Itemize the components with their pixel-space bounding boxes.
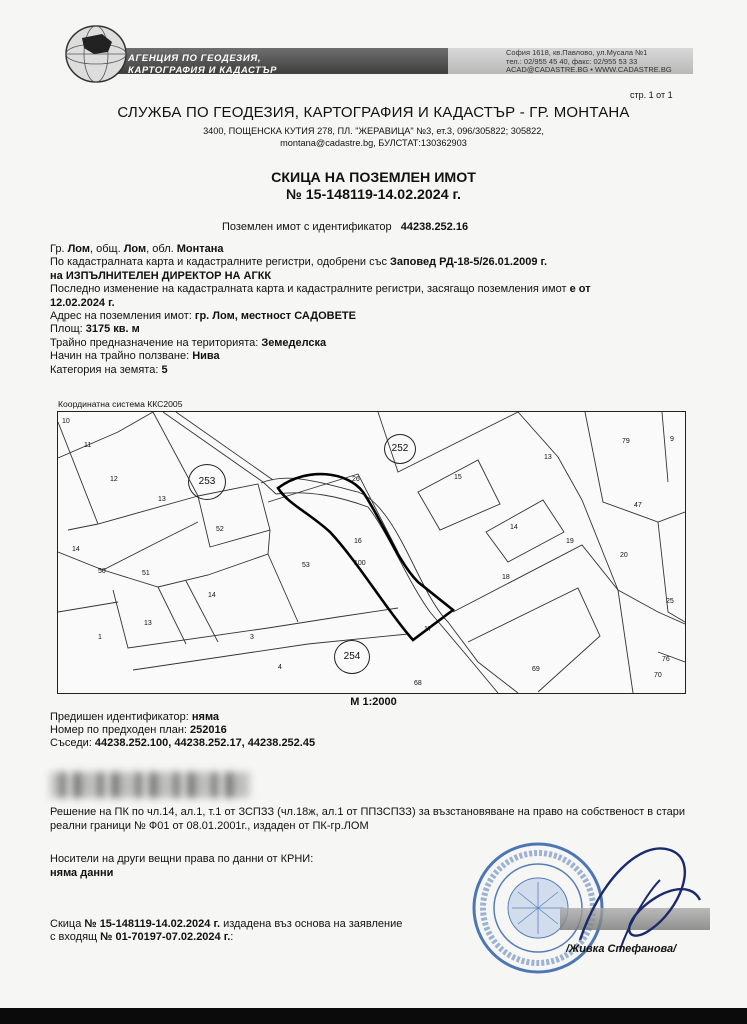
parcel-label: 19 — [566, 538, 574, 545]
parcel-label: 14 — [72, 546, 80, 553]
agency-web: ACAD@CADASTRE.BG • WWW.CADASTRE.BG — [506, 65, 672, 75]
parcel-label: 1 — [98, 634, 102, 641]
usage-line — [50, 350, 690, 363]
map-scale: М 1:2000 — [350, 696, 397, 708]
title-line-1: СКИЦА НА ПОЗЕМЛЕН ИМОТ — [271, 170, 476, 186]
ownership-decision: Решение на ПК по чл.14, ал.1, т.1 от ЗСПЗЗ (чл.18ж, ал.1 от ППЗСПЗЗ) за възстановяване на право на собственост в стари реални граници № Ф01 от 08.01.2001г., издаден от ПК-гр.ЛОМ — [50, 806, 686, 832]
neighbors-line — [50, 737, 315, 750]
parcel-label: 14 — [208, 592, 216, 599]
bottom-bar — [0, 1008, 747, 1024]
previous-plan-value: 252016 — [190, 724, 227, 737]
last-change-date-line — [50, 297, 690, 310]
parcel-label: 14 — [510, 524, 518, 531]
target-parcel-outline — [278, 474, 453, 640]
issued-number: № 15-148119-14.02.2024 г. — [84, 918, 221, 930]
approval-order: Заповед РД-18-5/26.01.2009 г. — [390, 256, 548, 269]
other-rights-value: няма данни — [50, 866, 114, 879]
neighbors-label: Съседи: — [50, 737, 95, 750]
area-value: 3175 кв. м — [85, 323, 140, 336]
document-title — [0, 170, 747, 204]
parcel-label: 51 — [142, 570, 150, 577]
parcel-label: 70 — [654, 672, 662, 679]
issuance-note — [50, 918, 410, 945]
previous-plan-line — [50, 724, 315, 737]
block-label-253: 253 — [188, 464, 226, 500]
address-label: Адрес на поземления имот: — [50, 310, 195, 323]
town: Лом — [67, 243, 91, 255]
parcel-label: 79 — [622, 438, 630, 445]
parcel-label: 15 — [454, 474, 462, 481]
agency-address: София 1618, кв.Павлово, ул.Мусала №1 — [506, 48, 648, 57]
town-prefix: Гр. — [50, 243, 68, 255]
parcel-extra-info — [50, 711, 315, 751]
location-line — [50, 243, 690, 256]
area-label: Площ: — [50, 323, 86, 336]
parcel-label: 20 — [620, 552, 628, 559]
agency-line-1: АГЕНЦИЯ ПО ГЕОДЕЗИЯ, — [128, 53, 262, 64]
parcel-label: 100 — [354, 560, 366, 567]
last-change-date: 12.02.2024 г. — [50, 296, 115, 309]
parcel-identifier — [222, 221, 468, 233]
category-line — [50, 364, 690, 377]
redacted-owner-block — [50, 772, 250, 798]
agency-name — [128, 53, 277, 77]
last-change-prefix: е от — [569, 283, 591, 296]
parcel-label: 11 — [84, 442, 92, 449]
last-change-line — [50, 283, 690, 296]
parcel-label: 13 — [144, 620, 152, 627]
parcel-label: 26 — [352, 476, 360, 483]
office-name: СЛУЖБА ПО ГЕОДЕЗИЯ, КАРТОГРАФИЯ И КАДАСТЪР - ГР. МОНТАНА — [117, 104, 630, 121]
parcel-label: 4 — [278, 664, 282, 671]
area-line — [50, 323, 690, 336]
parcel-label: 16 — [354, 538, 362, 545]
signer-name: /Живка Стефанова/ — [566, 943, 677, 955]
parcel-label: 25 — [666, 598, 674, 605]
agency-contacts — [506, 49, 672, 75]
globe-logo-icon — [58, 22, 138, 86]
municipality: Лом — [123, 243, 147, 255]
address-line — [50, 310, 690, 323]
other-rights — [50, 853, 313, 880]
identifier-value: 44238.252.16 — [400, 221, 469, 233]
municipality-prefix: , общ. — [90, 243, 124, 255]
office-address-line-1: 3400, ПОЩЕНСКА КУТИЯ 278, ПЛ. "ЖЕРАВИЦА" №3, ет.3, 096/305822; 305822, — [203, 126, 544, 136]
office-address — [0, 125, 747, 149]
purpose-label: Трайно предназначение на територията: — [50, 336, 262, 349]
issued-suffix: : — [230, 931, 234, 944]
parcel-label: 68 — [414, 680, 422, 687]
parcel-label: 9 — [670, 436, 674, 443]
parcel-label: 53 — [302, 562, 310, 569]
parcel-label: 17 — [424, 626, 432, 633]
map-drawing — [58, 412, 685, 693]
previous-identifier-line — [50, 711, 315, 724]
purpose-value: Земеделска — [261, 336, 327, 349]
region-prefix: , обл. — [146, 243, 177, 255]
approval-line — [50, 256, 690, 269]
cadastral-map — [57, 411, 686, 694]
approval-label: По кадастралната карта и кадастралните регистри, одобрени със — [50, 256, 391, 269]
parcel-info — [50, 243, 690, 377]
neighbors-value: 44238.252.100, 44238.252.17, 44238.252.45 — [94, 737, 316, 750]
previous-plan-label: Номер по предходен план: — [50, 724, 191, 737]
agency-header — [48, 18, 698, 88]
category-value: 5 — [161, 363, 168, 376]
page-number: стр. 1 от 1 — [630, 90, 673, 100]
approved-by: на ИЗПЪЛНИТЕЛЕН ДИРЕКТОР НА АГКК — [50, 269, 272, 282]
parcel-label: 3 — [250, 634, 254, 641]
last-change-label: Последно изменение на кадастралната карта и кадастралните регистри, засягащо поземления имот — [50, 283, 570, 296]
office-address-line-2: montana@cadastre.bg, БУЛСТАТ:130362903 — [280, 138, 467, 148]
parcel-label: 47 — [634, 502, 642, 509]
parcel-label: 52 — [216, 526, 224, 533]
block-label-252: 252 — [384, 434, 416, 464]
identifier-label: Поземлен имот с идентификатор — [222, 221, 392, 233]
usage-value: Нива — [192, 350, 220, 363]
category-label: Категория на земята: — [50, 363, 162, 376]
issued-middle: издадена въз основа на заявление с входящ — [50, 918, 403, 944]
parcel-label: 76 — [662, 656, 670, 663]
other-rights-label: Носители на други вещни права по данни от КРНИ: — [50, 853, 314, 865]
approved-by-line — [50, 270, 690, 283]
parcel-label: 50 — [98, 568, 106, 575]
address-value: гр. Лом, местност САДОВЕТЕ — [194, 310, 356, 323]
issued-request: № 01-70197-07.02.2024 г. — [100, 931, 231, 944]
coordinate-system: Координатна система ККС2005 — [58, 399, 183, 409]
block-label-254: 254 — [334, 640, 370, 674]
usage-label: Начин на трайно ползване: — [50, 350, 193, 363]
parcel-label: 18 — [502, 574, 510, 581]
parcel-label: 12 — [110, 476, 118, 483]
purpose-line — [50, 337, 690, 350]
issued-prefix: Скица — [50, 918, 85, 930]
previous-identifier-value: няма — [191, 711, 220, 723]
agency-line-2: КАРТОГРАФИЯ И КАДАСТЪР — [128, 65, 278, 76]
parcel-label: 69 — [532, 666, 540, 673]
parcel-label: 13 — [158, 496, 166, 503]
agency-phone: тел.: 02/955 45 40, факс: 02/955 53 33 — [506, 56, 638, 66]
parcel-label: 13 — [544, 454, 552, 461]
title-line-2: № 15-148119-14.02.2024 г. — [286, 187, 461, 203]
parcel-label: 10 — [62, 418, 70, 425]
previous-identifier-label: Предишен идентификатор: — [50, 711, 192, 723]
region: Монтана — [176, 243, 224, 255]
